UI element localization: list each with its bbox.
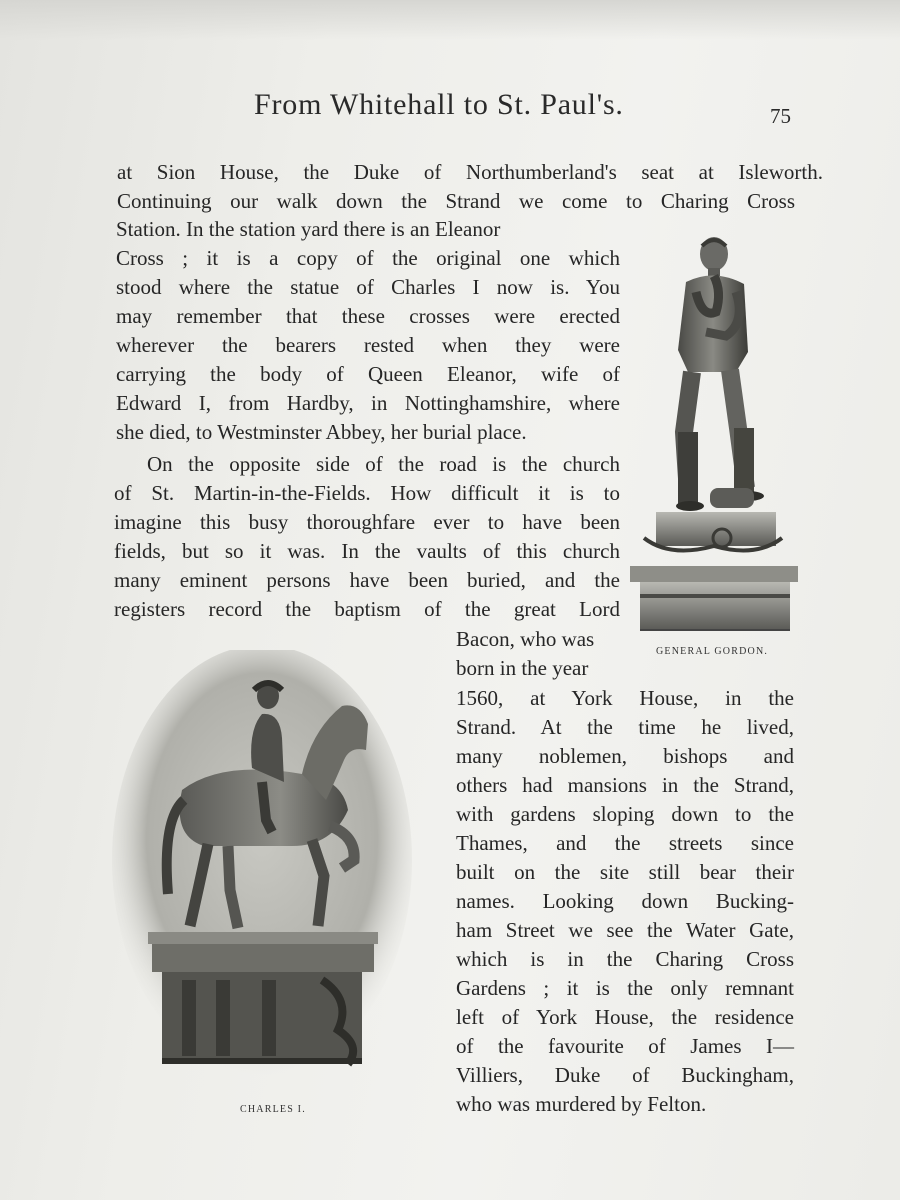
text-line: wherever the bearers rested when they were: [116, 333, 620, 357]
text-line: which is in the Charing Cross: [456, 947, 794, 971]
text-line: 1560, at York House, in the: [456, 686, 794, 710]
text-line: fields, but so it was. In the vaults of this church: [114, 539, 620, 563]
text-line: who was murdered by Felton.: [456, 1092, 707, 1116]
text-line: registers record the baptism of the great Lord: [114, 597, 620, 621]
text-line: Station. In the station yard there is an Eleanor: [116, 217, 501, 241]
text-line: Strand. At the time he lived,: [456, 715, 794, 739]
text-line: Bacon, who was: [456, 627, 595, 651]
text-line: Cross ; it is a copy of the original one which: [116, 246, 620, 270]
text-line: built on the site still bear their: [456, 860, 794, 884]
text-line: On the opposite side of the road is the church: [147, 452, 620, 476]
text-line: stood where the statue of Charles I now is. You: [116, 275, 620, 299]
text-line: Villiers, Duke of Buckingham,: [456, 1063, 794, 1087]
text-line: may remember that these crosses were erected: [116, 304, 620, 328]
text-line: others had mansions in the Strand,: [456, 773, 794, 797]
general-gordon-statue-illustration: [626, 232, 800, 640]
text-line: carrying the body of Queen Eleanor, wife of: [116, 362, 620, 386]
text-line: Thames, and the streets since: [456, 831, 794, 855]
text-line: she died, to Westminster Abbey, her burial place.: [116, 420, 527, 444]
text-line: of the favourite of James I—: [456, 1034, 794, 1058]
text-line: Edward I, from Hardby, in Nottinghamshire, where: [116, 391, 620, 415]
text-line: of St. Martin-in-the-Fields. How difficult it is to: [114, 481, 620, 505]
gordon-caption: GENERAL GORDON.: [656, 646, 769, 657]
text-line: with gardens sloping down to the: [456, 802, 794, 826]
page-number: 75: [770, 104, 791, 128]
charles-caption: CHARLES I.: [240, 1104, 306, 1115]
text-line: Continuing our walk down the Strand we come to Charing Cross: [117, 189, 795, 213]
text-line: left of York House, the residence: [456, 1005, 794, 1029]
text-line: Gardens ; it is the only remnant: [456, 976, 794, 1000]
text-line: many noblemen, bishops and: [456, 744, 794, 768]
text-line: ham Street we see the Water Gate,: [456, 918, 794, 942]
text-line: at Sion House, the Duke of Northumberland's seat at Isleworth.: [117, 160, 823, 184]
text-line: born in the year: [456, 656, 589, 680]
page-shadow: [0, 0, 900, 40]
text-line: names. Looking down Bucking-: [456, 889, 794, 913]
text-line: many eminent persons have been buried, and the: [114, 568, 620, 592]
running-header-title: From Whitehall to St. Paul's.: [254, 88, 624, 121]
text-line: imagine this busy thoroughfare ever to have been: [114, 510, 620, 534]
charles-i-statue-illustration: [112, 650, 422, 1090]
